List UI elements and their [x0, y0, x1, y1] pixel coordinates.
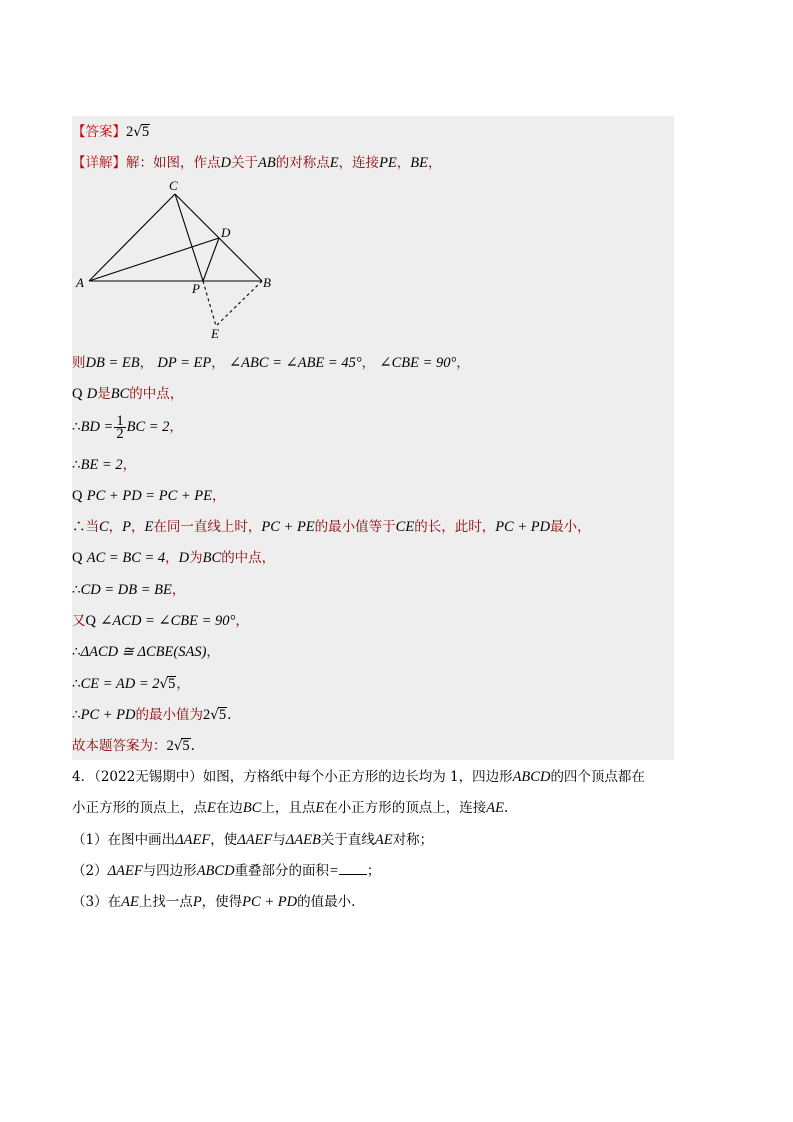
text: ，: [122, 457, 137, 473]
text: 重叠部分的面积: [234, 863, 330, 879]
problem-4-question-1: [72, 830, 433, 850]
math: BD =: [80, 419, 114, 435]
segment-BE-dashed: [216, 281, 262, 326]
therefore-symbol: ∴: [72, 707, 81, 723]
math: BC: [202, 550, 222, 566]
text: ，使: [210, 832, 238, 848]
text: 上找一点: [138, 894, 193, 910]
text: 4．（2022无锡期中）如图，方格纸中每个小正方形的边长均为 1，四边形: [72, 769, 513, 785]
denominator: 2: [116, 426, 124, 442]
text: ；: [366, 863, 381, 879]
text: .: [503, 800, 509, 816]
label-D: D: [221, 225, 231, 240]
text: 关于: [230, 155, 258, 171]
text: 则: [72, 355, 86, 371]
segment-CB: [175, 194, 262, 281]
text: 的四个顶点都在: [550, 769, 645, 785]
detail-label: 【详解】: [72, 155, 126, 171]
step-11: ∴CE = AD = 2√5，: [72, 676, 190, 692]
text: ，: [206, 644, 220, 660]
therefore-symbol: ∴: [72, 676, 81, 692]
segment-CP: [175, 194, 203, 281]
math: PC + PE: [261, 519, 315, 535]
math: C: [99, 519, 109, 535]
text: .: [190, 738, 195, 754]
math: AC = BC = 4: [86, 550, 166, 566]
math: D: [178, 550, 190, 566]
label-C: C: [169, 178, 178, 193]
text: ，: [428, 155, 442, 171]
math: ABCD: [512, 769, 551, 785]
math: CE = AD = 2: [80, 676, 160, 692]
step-8: [72, 580, 185, 600]
answer-radicand: 5: [141, 124, 150, 140]
math: PC + PD = PC + PE: [86, 488, 212, 504]
answer-line: 【答案】2√5: [72, 124, 150, 140]
radicand: 5: [218, 707, 227, 723]
because-symbol: Q: [72, 550, 83, 566]
math: ∠ACD = ∠CBE = 90°: [100, 613, 236, 629]
answer-label: 【答案】: [72, 124, 126, 140]
math: BE = 2: [80, 457, 123, 473]
step-3: [72, 414, 183, 440]
text: ，: [396, 155, 411, 171]
step-9: [72, 611, 249, 631]
text: ，使得: [201, 894, 243, 910]
math: ΔAEF: [175, 832, 211, 848]
geometry-figure: [72, 176, 292, 346]
therefore-symbol: ∴: [72, 457, 81, 473]
text: ，: [456, 355, 470, 371]
text: 与四边形: [142, 863, 197, 879]
answer-blank[interactable]: [339, 862, 367, 875]
math: CD = DB = BE: [80, 582, 172, 598]
radicand: 5: [168, 676, 176, 692]
math: BC: [110, 386, 130, 402]
segment-AD: [89, 238, 219, 281]
segment-PD: [203, 238, 219, 281]
text: ，: [212, 488, 226, 504]
math: BC: [242, 800, 262, 816]
text: ，: [171, 582, 186, 598]
step-12: ∴PC + PD的最小值为2√5.: [72, 707, 232, 723]
text: ，: [169, 419, 183, 435]
text: 关于直线: [320, 832, 375, 848]
problem-4-line-2: [72, 798, 508, 818]
radicand: 5: [182, 738, 190, 754]
text: 的最小值为: [135, 707, 203, 723]
text: ，连接: [338, 155, 380, 171]
math: DB = EB: [85, 355, 140, 371]
text: 小正方形的顶点上，点: [72, 800, 207, 816]
math: BC = 2: [126, 419, 170, 435]
step-5: [72, 486, 226, 506]
text: 在边: [215, 800, 243, 816]
math: PC + PD: [495, 519, 551, 535]
problem-4-line-1: [72, 767, 645, 787]
step-4: [72, 455, 136, 475]
detail-intro: 解：如图，作点: [126, 155, 221, 171]
therefore-symbol: ∴: [72, 519, 86, 535]
math: AE: [374, 832, 393, 848]
segment-PE-dashed: [203, 281, 216, 326]
step-1: [72, 353, 470, 373]
text: 最小，: [550, 519, 591, 535]
step-6: [72, 517, 591, 537]
math: AE: [121, 894, 139, 910]
text: 的最小值等于: [314, 519, 396, 535]
text: 的中点，: [129, 386, 184, 402]
math-var: BE: [410, 155, 428, 171]
math: E: [207, 800, 216, 816]
text: 的值最小.: [297, 894, 356, 910]
because-symbol: Q: [72, 386, 83, 402]
math: ΔACD ≅ ΔCBE(SAS): [80, 644, 207, 660]
math-var: PE: [379, 155, 397, 171]
because-symbol: Q: [85, 613, 96, 629]
text: 又: [72, 613, 86, 629]
step-7: [72, 548, 275, 568]
coefficient: 2: [203, 707, 211, 723]
text: 上，且点: [261, 800, 316, 816]
text: .: [227, 707, 232, 723]
fraction: [114, 415, 125, 440]
text: 的对称点: [275, 155, 330, 171]
text: 在同一直线上时，: [153, 519, 262, 535]
text: 的中点，: [221, 550, 276, 566]
text: 的长，此时，: [414, 519, 496, 535]
text: ，: [176, 676, 190, 692]
label-A: A: [76, 275, 84, 290]
math-var: AB: [257, 155, 276, 171]
math-var: D: [220, 155, 231, 171]
math: CE: [395, 519, 415, 535]
math: P: [122, 519, 132, 535]
step-2: [72, 384, 183, 404]
text: ，: [108, 519, 123, 535]
text: 对称；: [392, 832, 434, 848]
therefore-symbol: ∴: [72, 644, 81, 660]
math: E: [144, 519, 154, 535]
math: ABCD: [196, 863, 235, 879]
therefore-symbol: ∴: [72, 582, 81, 598]
therefore-symbol: ∴: [72, 419, 81, 435]
math: D: [86, 386, 98, 402]
text: ，: [235, 613, 249, 629]
coefficient: 2: [166, 738, 174, 754]
math: ΔAEF: [237, 832, 273, 848]
text: 是: [97, 386, 111, 402]
math: PC + PD: [242, 894, 298, 910]
math: ΔAEB: [285, 832, 321, 848]
text: ，: [165, 550, 179, 566]
numerator: 1: [116, 413, 124, 429]
text: （2）: [72, 863, 108, 879]
segment-AC: [89, 194, 175, 281]
math: P: [192, 894, 202, 910]
text: ，: [211, 355, 225, 371]
math: E: [315, 800, 325, 816]
text: ，: [131, 519, 145, 535]
math: ΔAEF: [107, 863, 143, 879]
label-B: B: [263, 275, 271, 290]
problem-4-question-3: [72, 892, 355, 912]
text: 当: [85, 519, 99, 535]
problem-4-question-2: [72, 861, 380, 881]
step-10: [72, 642, 220, 662]
because-symbol: Q: [72, 488, 83, 504]
text: 为: [189, 550, 203, 566]
label-P: P: [192, 281, 200, 296]
text: ，: [361, 355, 376, 371]
text: 与: [272, 832, 286, 848]
text: 故本题答案为：: [72, 738, 167, 754]
math: ∠CBE = 90°: [379, 355, 457, 371]
text: ，: [139, 355, 154, 371]
text: 在小正方形的顶点上，连接: [324, 800, 487, 816]
math-var: E: [329, 155, 339, 171]
math: AE: [486, 800, 504, 816]
math: PC + PD: [80, 707, 136, 723]
label-E: E: [211, 326, 219, 341]
math: =: [329, 863, 339, 879]
step-13: 故本题答案为：2√5.: [72, 738, 195, 754]
math: ∠ABC = ∠ABE = 45°: [229, 355, 362, 371]
text: （3）在: [72, 894, 122, 910]
text: （1）在图中画出: [72, 832, 176, 848]
answer-coefficient: 2: [126, 124, 134, 140]
detail-line: [72, 153, 442, 173]
math: DP = EP: [157, 355, 212, 371]
